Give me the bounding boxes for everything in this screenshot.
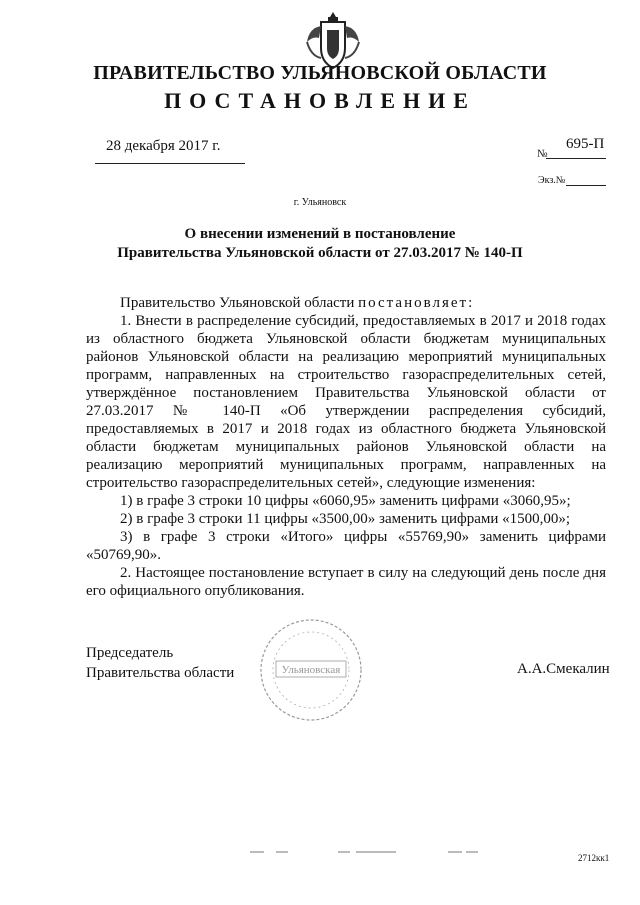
stamp-text: Ульяновская (281, 664, 341, 676)
number-underline (546, 158, 606, 159)
intro-spaced-verb: постановляет: (358, 295, 475, 311)
signatory-name: А.А.Смекалин (517, 661, 610, 677)
signatory-title-line-2: Правительства области (86, 665, 235, 681)
number-sign: № (537, 148, 548, 160)
intro-prefix: Правительство Ульяновской области (120, 295, 359, 311)
organization-name: ПРАВИТЕЛЬСТВО УЛЬЯНОВСКОЙ ОБЛАСТИ (93, 62, 547, 84)
title-line-2: Правительства Ульяновской области от 27.03.2017 № 140-П (117, 245, 523, 261)
intro-paragraph (86, 294, 606, 312)
document-body (86, 294, 606, 600)
document-date: 28 декабря 2017 г. (106, 138, 221, 154)
document-number: 695-П (566, 136, 605, 152)
signatory-title-line-1: Председатель (86, 645, 174, 661)
official-stamp (256, 615, 366, 725)
document-title (90, 225, 550, 263)
document-type: ПОСТАНОВЛЕНИЕ (164, 88, 476, 113)
paragraph-1: 1. Внести в распределение субсидий, предоставляемых в 2017 и 2018 годах из областного бюджета Ульяновской области бюджетам муниципальных районов Ульяновской области на реализацию мероприятий муниципальных программ, направленных на строительство газораспределительных сетей, утверждённое постановлением Правительства Ульяновской области от 27.03.2017 № 140-П «Об утверждении распределения субсидий, предоставляемых в 2017 и 2018 годах из областного бюджета Ульяновской области бюджетам муниципальных районов Ульяновской области на реализацию мероприятий муниципальных программ, направленных на строительство газораспределительных сетей», следующие изменения: (86, 313, 606, 491)
document-code: 2712кк1 (578, 853, 610, 863)
footer-dashes (200, 850, 500, 854)
list-item-1: 1) в графе 3 строки 10 цифры «6060,95» заменить цифрами «3060,95»; (120, 493, 571, 509)
date-underline (95, 163, 245, 164)
copy-number-label: Экз.№ (538, 175, 566, 186)
copy-number-underline (566, 185, 606, 186)
list-item-2: 2) в графе 3 строки 11 цифры «3500,00» заменить цифрами «1500,00»; (120, 511, 571, 527)
title-line-1: О внесении изменений в постановление (184, 226, 456, 242)
paragraph-2: 2. Настоящее постановление вступает в силу на следующий день после дня его официального опубликования. (86, 565, 606, 599)
list-item-3: 3) в графе 3 строки «Итого» цифры «55769,90» заменить цифрами «50769,90». (86, 529, 606, 563)
signatory-title (86, 643, 234, 683)
city: г. Ульяновск (293, 197, 347, 208)
